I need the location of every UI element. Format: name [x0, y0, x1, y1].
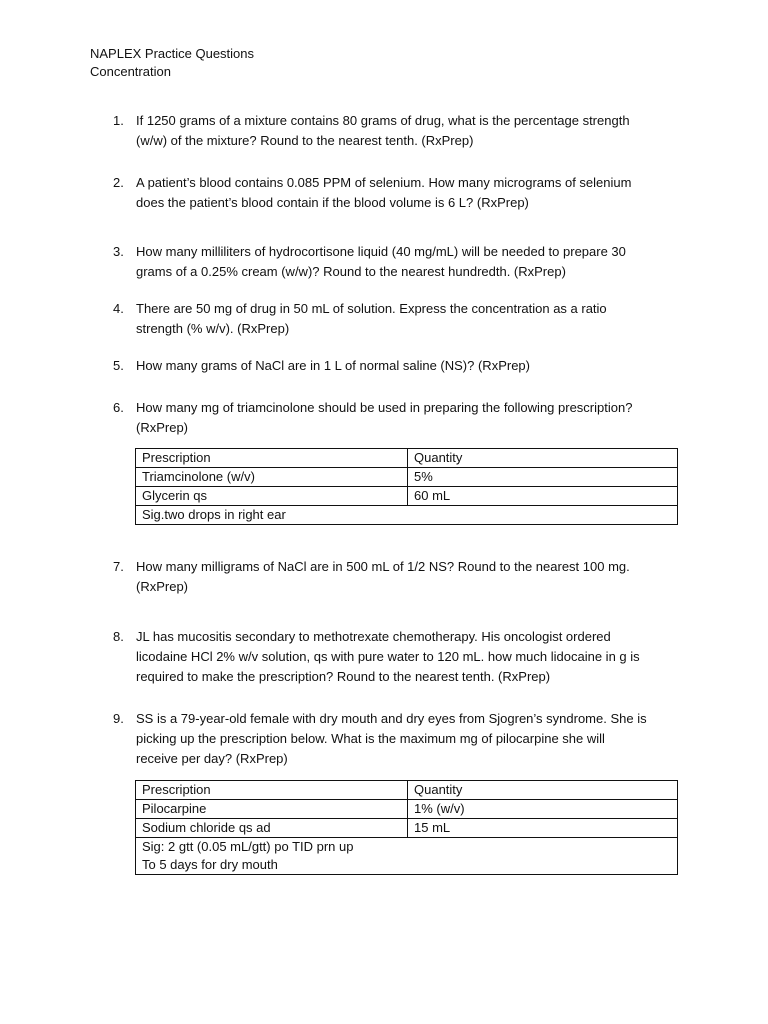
- document-title: NAPLEX Practice Questions: [90, 46, 255, 61]
- question-number: 2.: [113, 175, 124, 190]
- table-sig-cell: Sig.two drops in right ear: [136, 506, 678, 525]
- table-row: [136, 800, 678, 819]
- sig-line: To 5 days for dry mouth: [142, 857, 278, 872]
- table-cell: Glycerin qs: [136, 487, 408, 506]
- document-subtitle: Concentration: [90, 64, 171, 79]
- table-cell: 5%: [408, 468, 678, 487]
- table-header-cell: Quantity: [408, 781, 678, 800]
- question-text: SS is a 79-year-old female with dry mouth and dry eyes from Sjogren’s syndrome. She is picking up the prescription below. What is the maximum mg of pilocarpine she will receive per day? (RxPrep): [136, 711, 647, 766]
- question-text: There are 50 mg of drug in 50 mL of solution. Express the concentration as a ratio strength (% w/v). (RxPrep): [136, 301, 607, 336]
- table-sig-row: [136, 838, 678, 875]
- question-text: How many milligrams of NaCl are in 500 mL of 1/2 NS? Round to the nearest 100 mg. (RxPrep): [136, 559, 630, 594]
- table-cell: 15 mL: [408, 819, 678, 838]
- table-header-cell: Prescription: [136, 449, 408, 468]
- table-cell: 60 mL: [408, 487, 678, 506]
- table-sig-cell: [136, 838, 678, 875]
- table-header-cell: Quantity: [408, 449, 678, 468]
- question-text: How many mg of triamcinolone should be used in preparing the following prescription? (RxPrep): [136, 400, 633, 435]
- question-number: 8.: [113, 629, 124, 644]
- table-cell: Triamcinolone (w/v): [136, 468, 408, 487]
- question-text: How many milliliters of hydrocortisone liquid (40 mg/mL) will be needed to prepare 30 grams of a 0.25% cream (w/w)? Round to the nearest hundredth. (RxPrep): [136, 244, 626, 279]
- prescription-table-6: [135, 448, 678, 525]
- table-row: [136, 487, 678, 506]
- table-sig-row: [136, 506, 678, 525]
- question-number: 1.: [113, 113, 124, 128]
- table-cell: 1% (w/v): [408, 800, 678, 819]
- prescription-table-9: [135, 780, 678, 875]
- table-header-cell: Prescription: [136, 781, 408, 800]
- question-number: 3.: [113, 244, 124, 259]
- table-row: [136, 819, 678, 838]
- question-number: 6.: [113, 400, 124, 415]
- sig-line: Sig: 2 gtt (0.05 mL/gtt) po TID prn up: [142, 839, 354, 854]
- question-text: How many grams of NaCl are in 1 L of normal saline (NS)? (RxPrep): [136, 358, 530, 373]
- question-number: 5.: [113, 358, 124, 373]
- document-header: [90, 45, 254, 81]
- question-text: JL has mucositis secondary to methotrexate chemotherapy. His oncologist ordered licodaine HCl 2% w/v solution, qs with pure water to 120 mL. how much lidocaine in g is required to make the prescription? Round to the nearest tenth. (RxPrep): [136, 629, 640, 684]
- table-row: [136, 468, 678, 487]
- table-header-row: [136, 449, 678, 468]
- question-number: 7.: [113, 559, 124, 574]
- table-cell: Pilocarpine: [136, 800, 408, 819]
- question-text: If 1250 grams of a mixture contains 80 grams of drug, what is the percentage strength (w/w) of the mixture? Round to the nearest tenth. (RxPrep): [136, 113, 630, 148]
- table-cell: Sodium chloride qs ad: [136, 819, 408, 838]
- question-number: 9.: [113, 711, 124, 726]
- question-text: A patient’s blood contains 0.085 PPM of selenium. How many micrograms of selenium does the patient’s blood contain if the blood volume is 6 L? (RxPrep): [136, 175, 632, 210]
- table-header-row: [136, 781, 678, 800]
- question-number: 4.: [113, 301, 124, 316]
